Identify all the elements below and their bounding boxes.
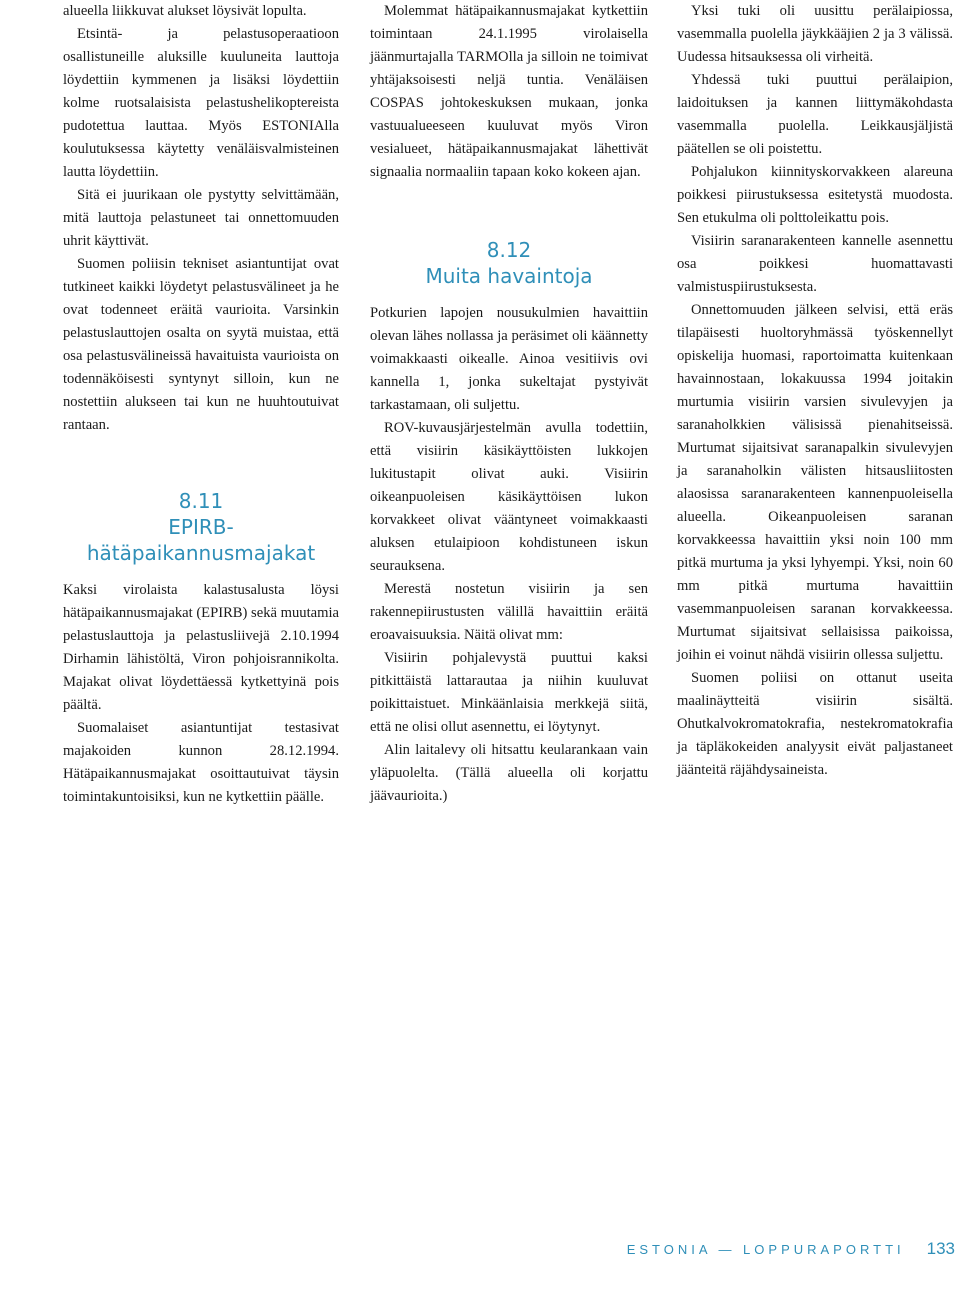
paragraph: Pohjalukon kiinnityskorvakkeen alareuna poikkesi piirustuksessa esitetystä muodosta. Sen etukulma oli polttoleikattu pois.	[677, 164, 953, 226]
footer-title: ESTONIA — LOPPURAPORTTI	[626, 1242, 905, 1257]
paragraph: Alin laitalevy oli hitsattu keularankaan vain yläpuolelta. (Tällä alueella oli korjattu jäävaurioita.)	[370, 742, 648, 804]
paragraph: Sitä ei juurikaan ole pystytty selvittämään, mitä lauttoja pelastuneet tai onnettomuuden uhrit käyttivät.	[63, 187, 339, 249]
text-column-3	[677, 0, 953, 782]
page-footer	[627, 1239, 955, 1263]
paragraph: Kaksi virolaista kalastusalusta löysi hätäpaikannusmajakat (EPIRB) sekä muutamia pelastuslauttoja ja pelastusliivejä 2.10.1994 Dirhamin lähistöltä, Viron pohjoisrannikolta. Majakat olivat löydettäessä kytkettyinä pois päältä.	[63, 582, 339, 713]
page-number: 133	[926, 1239, 955, 1258]
text-column-2	[370, 0, 648, 808]
paragraph: Onnettomuuden jälkeen selvisi, että eräs tilapäisesti huoltoryhmässä työskennellyt opiskelija huomasi, raportoimatta kuitenkaan havainnostaan, lokakuussa 1994 joitakin murtumia visiirin varsien sivulevyjen ja saranaholkkien välisissä pienahitseissä. Murtumat sijaitsivat saranapalkin sivulevyjen ja saranaholkin välisten hitsausliitosten alaosissa saranarakenteen kannenpuoleisella alueella. Oikeanpuoleisen saranan korvakkeessa havaittiin yksi noin 100 mm pitkä murtuma ja yksi lyhyempi. Yksi, noin 60 mm pitkä murtuma havaittiin vasemmanpuoleisen saranan korvakkeessa. Murtumat sijaitsivat sellaisissa paikoissa, joihin ei voinut nähdä visiirin ollessa suljettu.	[677, 302, 953, 663]
paragraph: Suomen poliisin tekniset asiantuntijat ovat tutkineet kaikki löydetyt pelastusvälineet ja he ovat todenneet eräitä vaurioita. Varsinkin pelastuslauttojen osalta on syytä muistaa, että osa pelastusvälineissä havaituista vaurioista on todennäköisesti syntynyt silloin, kun ne nostettiin alukseen tai kun ne huuhtoutuivat rantaan.	[63, 256, 339, 433]
paragraph: alueella liikkuvat alukset löysivät lopulta.	[63, 3, 307, 19]
paragraph: ROV-kuvausjärjestelmän avulla todettiin, että visiirin käsikäyttöisten lukkojen lukitustapit olivat auki. Visiirin oikeanpuoleisen käsikäyttöisen lukon korvakkeet olivat vääntyneet voimakkaasti aluksen etulaipioon kohdistuneen iskun seurauksena.	[370, 420, 648, 574]
section-heading-8-11	[63, 488, 339, 566]
paragraph: Molemmat hätäpaikannusmajakat kytkettiin toimintaan 24.1.1995 virolaisella jäänmurtajalla TARMOlla ja silloin ne toimivat yhtäjaksoisesti neljä tuntia. Venäläisen COSPAS johtokeskuksen mukaan, jonka vastuualueeseen kuuluvat myös Viron vesialueet, hätäpaikannusmajakat lähettivät signaalia normaaliin tapaan koko kokeen ajan.	[370, 3, 648, 180]
paragraph: Visiirin saranarakenteen kannelle asennettu osa poikkesi huomattavasti valmistuspiirustuksesta.	[677, 233, 953, 295]
paragraph: Potkurien lapojen nousukulmien havaittiin olevan lähes nollassa ja peräsimet oli käännetty voimakkaasti oikealle. Ainoa vesitiivis ovi kannella 1, jonka sukeltajat pystyivät tarkastamaan, oli suljettu.	[370, 305, 648, 413]
section-number: 8.12	[486, 238, 532, 262]
section-number: 8.11	[178, 489, 224, 513]
text-column-1	[63, 0, 339, 809]
paragraph: Suomen poliisi on ottanut useita maalinäytteitä visiirin sisältä. Ohutkalvokromatokrafia, nestekromatokrafia ja täpläkokeiden analyysit eivät paljastaneet jäänteitä räjähdysaineista.	[677, 670, 953, 778]
section-title-line-1: EPIRB-	[168, 515, 234, 539]
section-heading-8-12	[370, 237, 648, 289]
paragraph: Etsintä- ja pelastusoperaatioon osallistuneille aluksille kuuluneita lauttoja löydettiin kymmenen ja lisäksi löydettiin kolme ruotsalaisista pelastushelikoptereista pudotettua lauttaa. Myös ESTONIAlla koulutuksessa käytetty venäläisvalmisteinen lautta löydettiin.	[63, 26, 339, 180]
section-title: Muita havaintoja	[425, 264, 593, 288]
paragraph: Yksi tuki oli uusittu perälaipiossa, vasemmalla puolella jäykkääjien 2 ja 3 välissä. Uudessa hitsauksessa oli virheitä.	[677, 3, 953, 65]
paragraph: Yhdessä tuki puuttui perälaipion, laidoituksen ja kannen liittymäkohdasta vasemmalla puolella. Leikkausjäljistä päätellen se oli poistettu.	[677, 72, 953, 157]
paragraph: Visiirin pohjalevystä puuttui kaksi pitkittäistä lattarautaa ja niihin kuuluvat poikittaistuet. Minkäänlaisia merkkejä siitä, että ne olisi ollut asennettu, ei löytynyt.	[370, 650, 648, 735]
section-title-line-2: hätäpaikannusmajakat	[86, 541, 316, 565]
paragraph: Suomalaiset asiantuntijat testasivat majakoiden kunnon 28.12.1994. Hätäpaikannusmajakat osoittautuivat täysin toimintakuntoisiksi, kun ne kytkettiin päälle.	[63, 720, 339, 805]
paragraph: Merestä nostetun visiirin ja sen rakennepiirustusten välillä havaittiin eräitä eroavaisuuksia. Näitä olivat mm:	[370, 581, 648, 643]
